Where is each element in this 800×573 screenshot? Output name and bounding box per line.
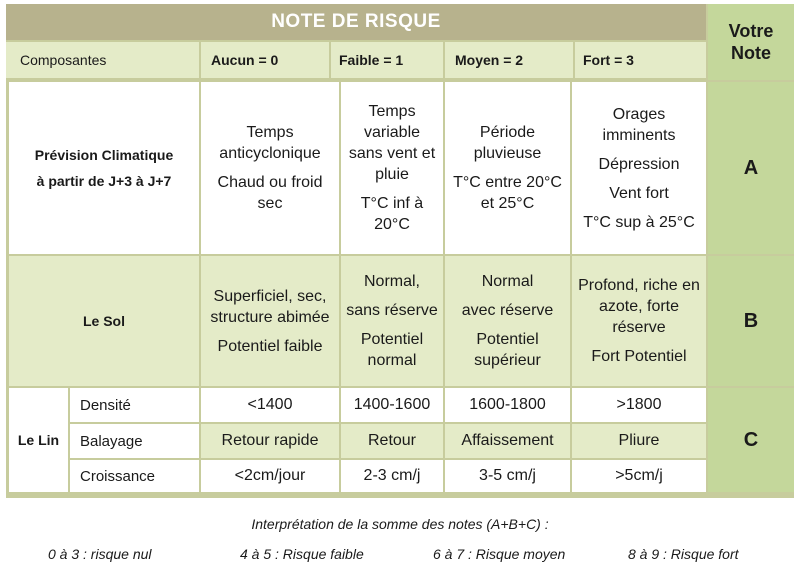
sol-aucun: Superficiel, sec, structure abimée Potentiel faible — [201, 256, 339, 386]
votre-note-header: Votre Note — [708, 4, 794, 80]
prevision-fort: Orages imminents Dépression Vent fort T°C sup à 25°C — [572, 82, 706, 254]
balayage-faible: Retour — [341, 424, 443, 458]
lin-row-densite-label: Densité — [70, 388, 199, 422]
balayage-fort: Pliure — [572, 424, 706, 458]
prevision-faible: Temps variable sans vent et pluie T°C inf à 20°C — [341, 82, 443, 254]
densite-moyen: 1600-1800 — [445, 388, 570, 422]
note-b: B — [708, 256, 794, 386]
croissance-faible: 2-3 cm/j — [341, 460, 443, 492]
note-a: A — [708, 82, 794, 254]
croissance-fort: >5cm/j — [572, 460, 706, 492]
sol-label: Le Sol — [9, 256, 199, 386]
sol-fort: Profond, riche en azote, forte réserve Fort Potentiel — [572, 256, 706, 386]
croissance-moyen: 3-5 cm/j — [445, 460, 570, 492]
legend-risque-moyen: 6 à 7 : Risque moyen — [433, 546, 566, 562]
note-c: C — [708, 388, 794, 492]
table-title: NOTE DE RISQUE — [6, 4, 706, 40]
densite-faible: 1400-1600 — [341, 388, 443, 422]
level-header-fort: Fort = 3 — [575, 42, 706, 78]
balayage-aucun: Retour rapide — [201, 424, 339, 458]
composantes-header: Composantes — [6, 42, 199, 78]
sol-faible: Normal, sans réserve Potentiel normal — [341, 256, 443, 386]
level-header-aucun: Aucun = 0 — [201, 42, 329, 78]
legend-risque-nul: 0 à 3 : risque nul — [48, 546, 152, 562]
prevision-label: Prévision Climatique à partir de J+3 à J+7 — [9, 82, 199, 254]
densite-aucun: <1400 — [201, 388, 339, 422]
balayage-moyen: Affaissement — [445, 424, 570, 458]
legend-risque-fort: 8 à 9 : Risque fort — [628, 546, 739, 562]
level-header-moyen: Moyen = 2 — [445, 42, 573, 78]
densite-fort: >1800 — [572, 388, 706, 422]
lin-row-balayage-label: Balayage — [70, 424, 199, 458]
level-header-faible: Faible = 1 — [331, 42, 443, 78]
prevision-moyen: Période pluvieuse T°C entre 20°C et 25°C — [445, 82, 570, 254]
prevision-aucun: Temps anticyclonique Chaud ou froid sec — [201, 82, 339, 254]
lin-row-croissance-label: Croissance — [70, 460, 199, 492]
interpretation-title: Interprétation de la somme des notes (A+B+C) : — [251, 516, 549, 532]
legend-risque-faible: 4 à 5 : Risque faible — [240, 546, 364, 562]
lin-label: Le Lin — [9, 388, 68, 492]
croissance-aucun: <2cm/jour — [201, 460, 339, 492]
sol-moyen: Normal avec réserve Potentiel supérieur — [445, 256, 570, 386]
